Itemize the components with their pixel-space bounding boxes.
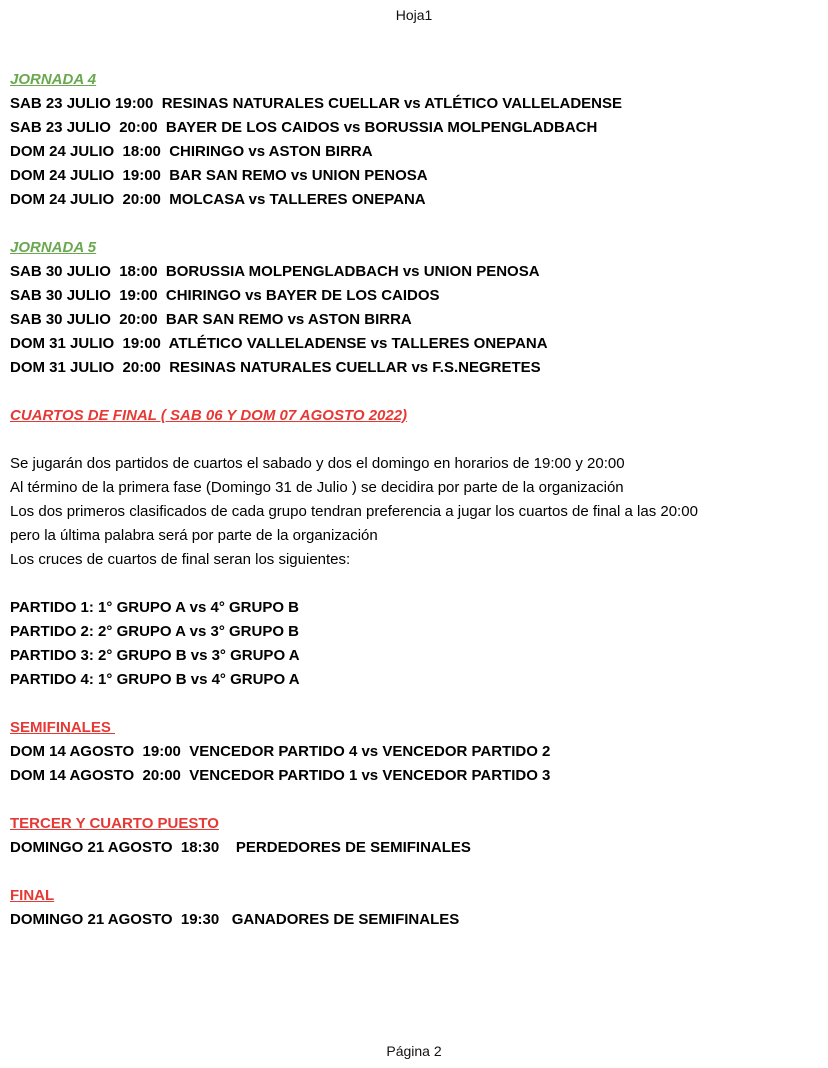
match-row: SAB 23 JULIO 19:00 RESINAS NATURALES CUELLAR vs ATLÉTICO VALLELADENSE (10, 95, 623, 112)
match-row: DOM 24 JULIO 20:00 MOLCASA vs TALLERES ONEPANA (10, 191, 426, 208)
document-body (10, 68, 820, 932)
tercer-puesto-heading: TERCER Y CUARTO PUESTO (10, 815, 219, 832)
spacer (10, 428, 820, 452)
partido-row: PARTIDO 2: 2° GRUPO A vs 3° GRUPO B (10, 623, 299, 640)
match-row: DOM 31 JULIO 20:00 RESINAS NATURALES CUELLAR vs F.S.NEGRETES (10, 359, 541, 376)
match-row: SAB 30 JULIO 20:00 BAR SAN REMO vs ASTON BIRRA (10, 311, 412, 328)
match-row: DOM 14 AGOSTO 20:00 VENCEDOR PARTIDO 1 vs VENCEDOR PARTIDO 3 (10, 767, 551, 784)
match-row: DOM 24 JULIO 19:00 BAR SAN REMO vs UNION PENOSA (10, 167, 428, 184)
match-row: DOM 24 JULIO 18:00 CHIRINGO vs ASTON BIRRA (10, 143, 373, 160)
final-heading: FINAL (10, 887, 55, 904)
spacer (10, 788, 820, 812)
page-header: Hoja1 (395, 7, 433, 23)
spacer (10, 380, 820, 404)
match-row: DOMINGO 21 AGOSTO 19:30 GANADORES DE SEMIFINALES (10, 911, 460, 928)
paragraph-line: Al término de la primera fase (Domingo 31 de Julio ) se decidira por parte de la organización (10, 479, 624, 496)
paragraph-line: Los cruces de cuartos de final seran los siguientes: (10, 551, 351, 568)
paragraph-line: Los dos primeros clasificados de cada grupo tendran preferencia a jugar los cuartos de final a las 20:00 (10, 503, 698, 520)
match-row: DOM 31 JULIO 19:00 ATLÉTICO VALLELADENSE vs TALLERES ONEPANA (10, 335, 548, 352)
spacer (10, 572, 820, 596)
match-row: DOM 14 AGOSTO 19:00 VENCEDOR PARTIDO 4 vs VENCEDOR PARTIDO 2 (10, 743, 551, 760)
partido-row: PARTIDO 3: 2° GRUPO B vs 3° GRUPO A (10, 647, 300, 664)
jornada-4-heading: JORNADA 4 (10, 71, 97, 88)
match-row: SAB 30 JULIO 18:00 BORUSSIA MOLPENGLADBACH vs UNION PENOSA (10, 263, 540, 280)
match-row: SAB 30 JULIO 19:00 CHIRINGO vs BAYER DE LOS CAIDOS (10, 287, 440, 304)
spacer (10, 212, 820, 236)
match-row: DOMINGO 21 AGOSTO 18:30 PERDEDORES DE SEMIFINALES (10, 839, 471, 856)
jornada-5-heading: JORNADA 5 (10, 239, 97, 256)
page-footer: Página 2 (386, 1043, 442, 1059)
paragraph-line: pero la última palabra será por parte de la organización (10, 527, 378, 544)
spacer (10, 860, 820, 884)
partido-row: PARTIDO 1: 1° GRUPO A vs 4° GRUPO B (10, 599, 299, 616)
paragraph-line: Se jugarán dos partidos de cuartos el sabado y dos el domingo en horarios de 19:00 y 20:00 (10, 455, 625, 472)
partido-row: PARTIDO 4: 1° GRUPO B vs 4° GRUPO A (10, 671, 300, 688)
spacer (10, 692, 820, 716)
semifinales-heading: SEMIFINALES (10, 719, 116, 736)
match-row: SAB 23 JULIO 20:00 BAYER DE LOS CAIDOS vs BORUSSIA MOLPENGLADBACH (10, 119, 598, 136)
cuartos-heading: CUARTOS DE FINAL ( SAB 06 Y DOM 07 AGOSTO 2022) (10, 407, 408, 424)
